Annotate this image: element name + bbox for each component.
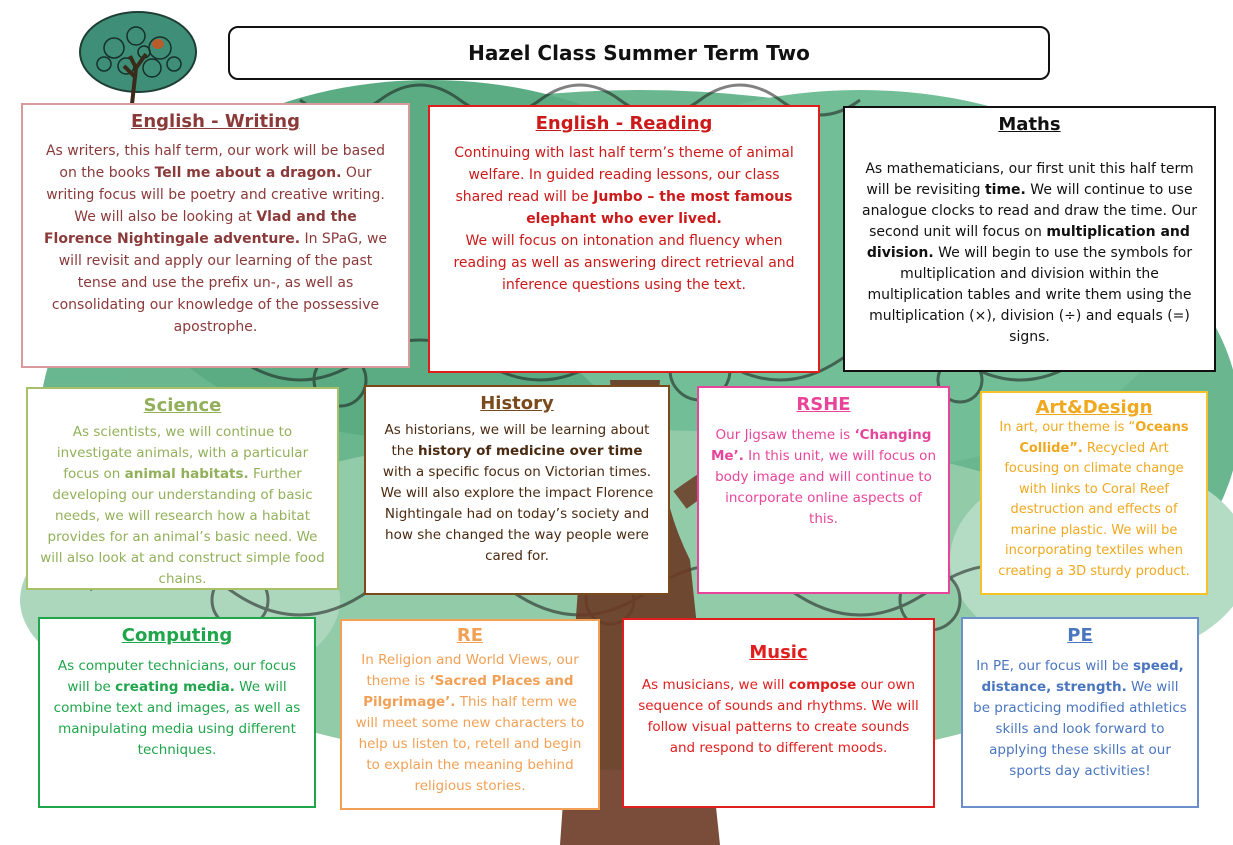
card-text: As scientists, we will continue to investigate animals, with a particular focus on animal habitats. Further developing our understanding of basic needs, we will research how a habitat provides for an animal’s basic need. We will also look at and construct simple food chains. bbox=[40, 424, 325, 587]
card-text: As writers, this half term, our work will be based on the books Tell me about a dragon. Our writing focus will be poetry and creative writing. We will also be looking at Vlad and the Florence Nightingale adventure. In SPaG, we will revisit and apply our learning of the past tense and use the prefix un-, as well as consolidating our knowledge of the possessive apostrophe. bbox=[43, 143, 388, 335]
card-art-design bbox=[980, 391, 1208, 595]
card-text: Our Jigsaw theme is ‘Changing Me’. In this unit, we will focus on body image and will continue to incorporate online aspects of this. bbox=[711, 427, 936, 527]
card-text: As mathematicians, our first unit this half term will be revisiting time. We will continue to use analogue clocks to read and draw the time. Our second unit will focus on multiplication and division. We will begin to use the symbols for multiplication and division within the multiplication tables and write them using the multiplication (×), division (÷) and equals (=) signs. bbox=[861, 161, 1197, 345]
card-heading: Science bbox=[143, 395, 222, 416]
card-heading: Maths bbox=[998, 114, 1061, 135]
card-heading: PE bbox=[1067, 625, 1093, 646]
card-heading: History bbox=[480, 393, 554, 414]
card-text: In art, our theme is “Oceans Collide”. Recycled Art focusing on climate change with links to Coral Reef destruction and effects of marine plastic. We will be incorporating textiles when creating a 3D sturdy product. bbox=[998, 420, 1190, 579]
card-re bbox=[340, 619, 600, 810]
card-pe bbox=[961, 617, 1199, 808]
card-music bbox=[622, 618, 935, 808]
card-computing bbox=[38, 617, 316, 808]
card-heading: RSHE bbox=[796, 394, 851, 415]
card-text: In Religion and World Views, our theme is ‘Sacred Places and Pilgrimage’. This half term we will meet some new characters to help us listen to, retell and begin to explain the meaning behind religious stories. bbox=[355, 652, 585, 794]
card-english-reading bbox=[428, 105, 820, 373]
card-maths bbox=[843, 106, 1216, 372]
card-english-writing bbox=[21, 103, 410, 368]
card-heading: Computing bbox=[121, 625, 233, 646]
card-text: As historians, we will be learning about the history of medicine over time with a specific focus on Victorian times. We will also explore the impact Florence Nightingale had on today’s society and how she changed the way people were cared for. bbox=[380, 422, 654, 564]
card-heading: Music bbox=[749, 642, 808, 663]
card-heading: Art&Design bbox=[1035, 397, 1153, 418]
tree-logo-icon bbox=[74, 8, 206, 108]
card-text: Continuing with last half term’s theme of animal welfare. In guided reading lessons, our class shared read will be Jumbo – the most famous elephant who ever lived. We will focus on intonation and fluency when reading as well as answering direct retrieval and inference questions using the text. bbox=[453, 145, 795, 293]
card-text: As musicians, we will compose our own sequence of sounds and rhythms. We will follow visual patterns to create sounds and respond to different moods. bbox=[638, 677, 919, 756]
card-science bbox=[26, 387, 339, 590]
card-history bbox=[364, 385, 670, 595]
card-rshe bbox=[697, 386, 950, 594]
card-text: In PE, our focus will be speed, distance, strength. We will be practicing modified athletics skills and look forward to applying these skills at our sports day activities! bbox=[973, 658, 1187, 779]
card-heading: RE bbox=[456, 625, 484, 646]
card-text: As computer technicians, our focus will be creating media. We will combine text and images, as well as manipulating media using different techniques. bbox=[53, 658, 301, 758]
card-heading: English - Writing bbox=[131, 111, 300, 132]
page-title: Hazel Class Summer Term Two bbox=[228, 26, 1050, 80]
card-heading: English - Reading bbox=[535, 113, 713, 134]
